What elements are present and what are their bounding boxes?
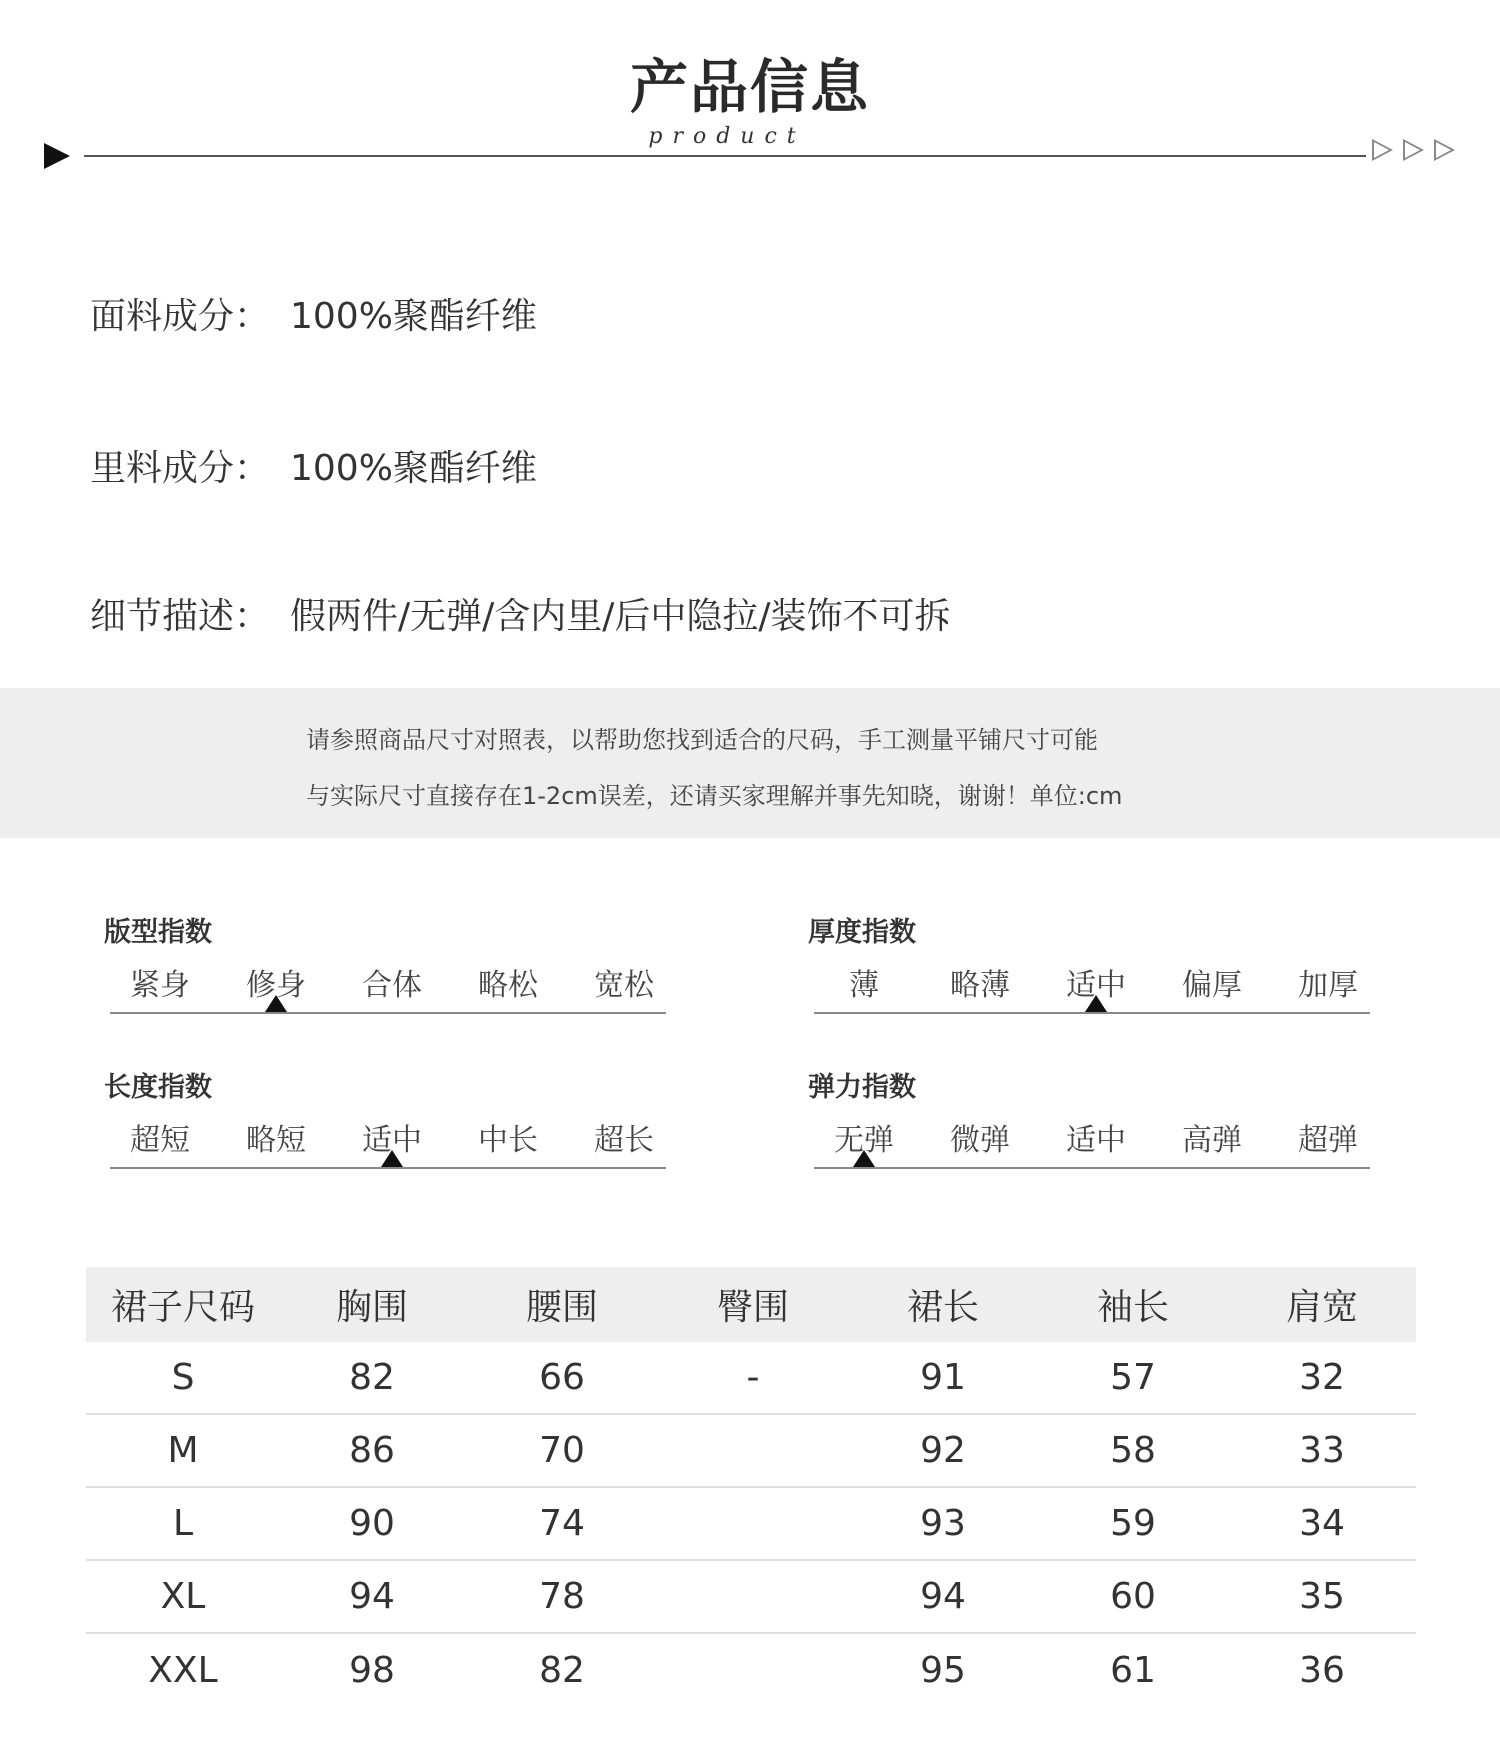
fit-index-title: 版型指数 bbox=[104, 917, 212, 948]
fit-option: 紧身 bbox=[130, 968, 190, 1003]
table-row bbox=[86, 1342, 1416, 1415]
skirt-length-cell: 95 bbox=[920, 1650, 966, 1691]
length-index-line bbox=[110, 1167, 666, 1169]
thickness-option: 薄 bbox=[849, 968, 879, 1003]
length-marker-icon bbox=[381, 1150, 403, 1167]
size-table bbox=[86, 1267, 1416, 1707]
sleeve-length-cell: 58 bbox=[1110, 1430, 1156, 1471]
waist-cell: 70 bbox=[539, 1430, 585, 1471]
length-option: 适中 bbox=[362, 1123, 422, 1158]
arrow-outline-icon bbox=[1372, 139, 1393, 161]
hip-cell: - bbox=[746, 1357, 760, 1398]
bust-cell: 94 bbox=[349, 1576, 395, 1617]
size-cell: L bbox=[172, 1503, 194, 1544]
hip-cell bbox=[663, 1634, 843, 1707]
sleeve-length-cell: 59 bbox=[1110, 1503, 1156, 1544]
fit-option: 修身 bbox=[246, 968, 306, 1003]
lining-row bbox=[90, 440, 537, 491]
shoulder-cell: 35 bbox=[1299, 1576, 1345, 1617]
size-cell: XXL bbox=[148, 1650, 218, 1691]
fabric-row bbox=[90, 288, 537, 339]
thickness-option: 适中 bbox=[1066, 968, 1126, 1003]
stretch-marker-icon bbox=[853, 1150, 875, 1167]
page-subtitle: product bbox=[648, 124, 806, 149]
bust-cell: 90 bbox=[349, 1503, 395, 1544]
table-row bbox=[86, 1634, 1416, 1707]
size-cell: S bbox=[171, 1357, 195, 1398]
length-option: 超长 bbox=[594, 1123, 654, 1158]
length-option: 中长 bbox=[478, 1123, 538, 1158]
fit-option: 合体 bbox=[362, 968, 422, 1003]
table-header bbox=[86, 1267, 1416, 1342]
length-option: 超短 bbox=[130, 1123, 190, 1158]
sleeve-length-cell: 60 bbox=[1110, 1576, 1156, 1617]
fit-index-line bbox=[110, 1012, 666, 1014]
stretch-option: 适中 bbox=[1066, 1123, 1126, 1158]
table-row bbox=[86, 1415, 1416, 1488]
arrow-outline-icon bbox=[1434, 139, 1455, 161]
skirt-length-cell: 93 bbox=[920, 1503, 966, 1544]
waist-cell: 66 bbox=[539, 1357, 585, 1398]
details-row bbox=[90, 588, 951, 639]
fabric-value: 100%聚酯纤维 bbox=[290, 296, 537, 337]
waist-cell: 82 bbox=[539, 1650, 585, 1691]
bust-cell: 86 bbox=[349, 1430, 395, 1471]
hip-cell bbox=[663, 1561, 843, 1632]
header-hip: 臀围 bbox=[716, 1287, 789, 1328]
length-option: 略短 bbox=[246, 1123, 306, 1158]
details-label: 细节描述： bbox=[90, 596, 271, 637]
bust-cell: 82 bbox=[349, 1357, 395, 1398]
waist-cell: 78 bbox=[539, 1576, 585, 1617]
size-cell: XL bbox=[160, 1576, 206, 1617]
table-row bbox=[86, 1561, 1416, 1634]
fit-option: 宽松 bbox=[594, 968, 654, 1003]
shoulder-cell: 36 bbox=[1299, 1650, 1345, 1691]
stretch-index-line bbox=[814, 1167, 1370, 1169]
header-size: 裙子尺码 bbox=[110, 1287, 255, 1328]
fit-option: 略松 bbox=[478, 968, 538, 1003]
fit-marker-icon bbox=[265, 995, 287, 1012]
stretch-option: 超弹 bbox=[1298, 1123, 1358, 1158]
shoulder-cell: 34 bbox=[1299, 1503, 1345, 1544]
header-divider bbox=[84, 155, 1366, 157]
header-bust: 胸围 bbox=[335, 1287, 408, 1328]
header-shoulder: 肩宽 bbox=[1285, 1287, 1358, 1328]
skirt-length-cell: 91 bbox=[920, 1357, 966, 1398]
skirt-length-cell: 94 bbox=[920, 1576, 966, 1617]
lining-value: 100%聚酯纤维 bbox=[290, 448, 537, 489]
notice-line-2: 与实际尺寸直接存在1-2cm误差，还请买家理解并事先知晓，谢谢！单位:cm bbox=[306, 782, 1123, 810]
shoulder-cell: 32 bbox=[1299, 1357, 1345, 1398]
bust-cell: 98 bbox=[349, 1650, 395, 1691]
table-row bbox=[86, 1488, 1416, 1561]
arrow-outline-icon bbox=[1403, 139, 1424, 161]
sleeve-length-cell: 61 bbox=[1110, 1650, 1156, 1691]
size-notice bbox=[0, 688, 1500, 838]
header-skirt-length: 裙长 bbox=[906, 1287, 979, 1328]
stretch-option: 微弹 bbox=[950, 1123, 1010, 1158]
hip-cell bbox=[663, 1488, 843, 1559]
fabric-label: 面料成分： bbox=[90, 296, 271, 337]
notice-line-1: 请参照商品尺寸对照表，以帮助您找到适合的尺码，手工测量平铺尺寸可能 bbox=[306, 726, 1098, 754]
stretch-index-title: 弹力指数 bbox=[808, 1072, 916, 1103]
play-arrow-icon bbox=[44, 143, 70, 169]
thickness-index-line bbox=[814, 1012, 1370, 1014]
sleeve-length-cell: 57 bbox=[1110, 1357, 1156, 1398]
thickness-option: 略薄 bbox=[950, 968, 1010, 1003]
thickness-option: 加厚 bbox=[1298, 968, 1358, 1003]
stretch-option: 无弹 bbox=[834, 1123, 894, 1158]
stretch-option: 高弹 bbox=[1182, 1123, 1242, 1158]
page-title: 产品信息 bbox=[629, 53, 870, 121]
lining-label: 里料成分： bbox=[90, 448, 271, 489]
thickness-option: 偏厚 bbox=[1182, 968, 1242, 1003]
waist-cell: 74 bbox=[539, 1503, 585, 1544]
header-waist: 腰围 bbox=[525, 1287, 598, 1328]
skirt-length-cell: 92 bbox=[920, 1430, 966, 1471]
details-value: 假两件/无弹/含内里/后中隐拉/装饰不可拆 bbox=[290, 596, 951, 637]
triple-arrow-icon bbox=[1372, 139, 1455, 161]
thickness-index-title: 厚度指数 bbox=[808, 917, 916, 948]
header-sleeve-length: 袖长 bbox=[1096, 1287, 1169, 1328]
size-cell: M bbox=[167, 1430, 199, 1471]
length-index-title: 长度指数 bbox=[104, 1072, 212, 1103]
hip-cell bbox=[663, 1415, 843, 1486]
shoulder-cell: 33 bbox=[1299, 1430, 1345, 1471]
thickness-marker-icon bbox=[1085, 995, 1107, 1012]
